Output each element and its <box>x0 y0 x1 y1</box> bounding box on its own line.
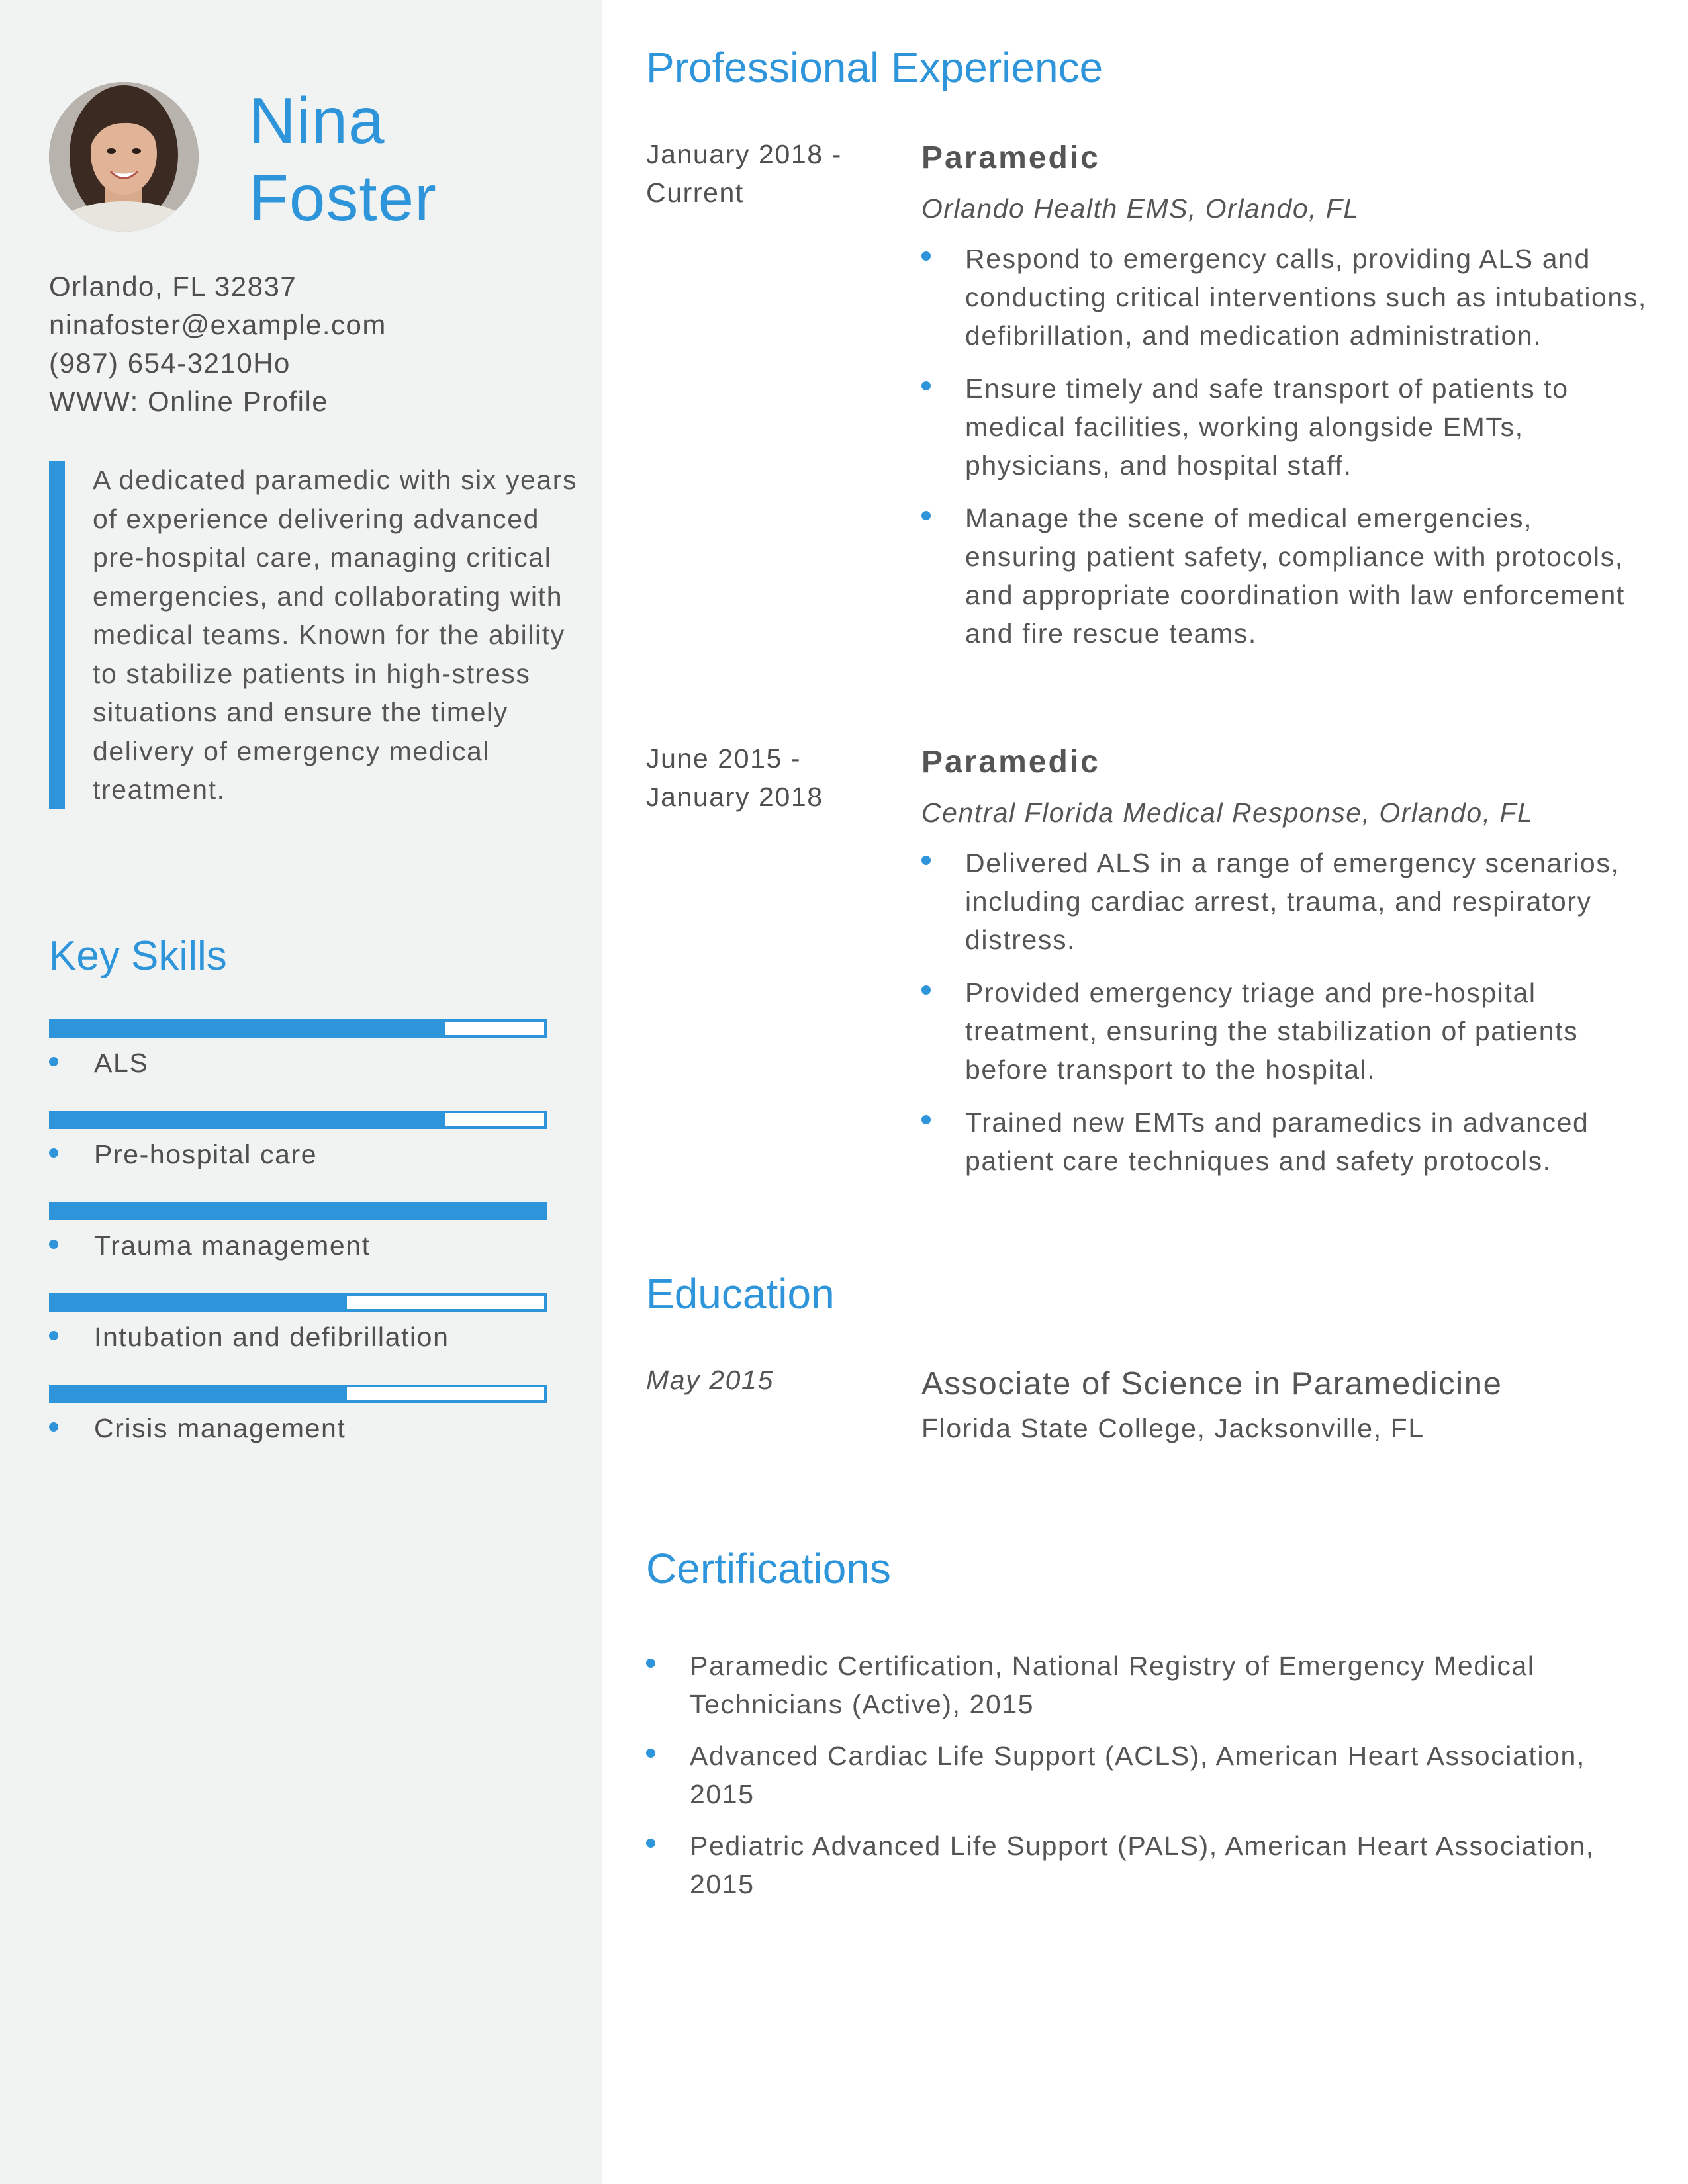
bullet-icon <box>49 1057 58 1066</box>
certifications-heading: Certifications <box>646 1545 891 1592</box>
list-item <box>921 844 1650 959</box>
job-dates <box>646 135 865 212</box>
list-item <box>921 369 1650 484</box>
skill-bar <box>49 1019 547 1038</box>
certification-text: Paramedic Certification, National Registry of Emergency Medical Technicians (Active), 2015 <box>690 1651 1535 1719</box>
education-degree: Associate of Science in Paramedicine <box>921 1366 1503 1402</box>
bullet-icon <box>921 381 931 390</box>
skill-label: Crisis management <box>94 1413 346 1443</box>
job-date-end: Current <box>646 177 744 208</box>
avatar <box>49 82 199 232</box>
job-date-start: June 2015 - <box>646 743 802 774</box>
skill-item <box>49 1019 547 1111</box>
sidebar <box>0 0 602 2184</box>
address: Orlando, FL 32837 <box>49 271 297 302</box>
bullet-icon <box>921 856 931 865</box>
list-item <box>646 1827 1599 1903</box>
experience-heading: Professional Experience <box>646 44 1103 91</box>
skill-bar <box>49 1385 547 1403</box>
education-heading: Education <box>646 1270 835 1318</box>
skill-label: Trauma management <box>94 1230 371 1261</box>
bullet-icon <box>921 985 931 995</box>
candidate-name <box>249 82 437 237</box>
job-title: Paramedic <box>921 745 1100 780</box>
list-item <box>921 974 1650 1089</box>
bullet-text: Manage the scene of medical emergencies, ensuring patient safety, compliance with protocols, and appropriate coordination with law enforcement and fire rescue teams. <box>965 503 1625 649</box>
skill-bar-fill <box>52 1113 445 1126</box>
skills-heading: Key Skills <box>49 933 227 979</box>
profile-photo <box>49 82 199 232</box>
skill-bar-fill <box>52 1296 347 1309</box>
website-link[interactable]: WWW: Online Profile <box>49 386 329 417</box>
certification-text: Pediatric Advanced Life Support (PALS), American Heart Association, 2015 <box>690 1831 1595 1899</box>
bullet-text: Delivered ALS in a range of emergency scenarios, including cardiac arrest, trauma, and respiratory distress. <box>965 848 1620 955</box>
list-item <box>921 1103 1650 1180</box>
skill-bar <box>49 1293 547 1312</box>
skill-bar <box>49 1202 547 1220</box>
bullet-icon <box>49 1331 58 1340</box>
job-entry <box>921 139 1650 667</box>
bullet-icon <box>49 1148 58 1158</box>
skill-label: Intubation and defibrillation <box>94 1322 449 1352</box>
job-entry <box>921 743 1650 1195</box>
skill-item <box>49 1202 547 1293</box>
bullet-text: Respond to emergency calls, providing ALS and conducting critical interventions such as intubations, defibrillation, and medication administration. <box>965 244 1647 351</box>
list-item <box>646 1737 1599 1813</box>
job-bullets <box>921 240 1650 653</box>
skill-bar-fill <box>52 1387 347 1400</box>
skill-label: ALS <box>94 1048 149 1078</box>
summary: A dedicated paramedic with six years of experience delivering advanced pre-hospital care, managing critical emergencies, and collaborating with medical teams. Known for the ability to stabilize patients in high-stress situations and ensure the timely delivery of emergency medical treatment. <box>49 461 589 809</box>
skill-item <box>49 1385 547 1476</box>
contact-info <box>49 267 387 421</box>
job-dates <box>646 739 865 816</box>
certification-text: Advanced Cardiac Life Support (ACLS), American Heart Association, 2015 <box>690 1741 1585 1809</box>
email: ninafoster@example.com <box>49 309 387 340</box>
first-name: Nina <box>249 84 385 157</box>
bullet-text: Ensure timely and safe transport of patients to medical facilities, working alongside EMTs, physicians, and hospital staff. <box>965 373 1569 480</box>
job-title: Paramedic <box>921 140 1100 175</box>
skill-item <box>49 1293 547 1385</box>
list-item <box>646 1647 1599 1723</box>
bullet-icon <box>49 1422 58 1432</box>
job-bullets <box>921 844 1650 1180</box>
main-content <box>602 0 1688 2184</box>
bullet-icon <box>921 251 931 261</box>
education-date: May 2015 <box>646 1365 774 1395</box>
list-item <box>921 240 1650 355</box>
bullet-icon <box>646 1839 655 1848</box>
last-name: Foster <box>249 161 437 234</box>
bullet-icon <box>921 1115 931 1124</box>
skill-bar-fill <box>52 1022 445 1035</box>
job-date-end: January 2018 <box>646 782 823 812</box>
bullet-text: Provided emergency triage and pre-hospital treatment, ensuring the stabilization of patients before transport to the hospital. <box>965 978 1579 1085</box>
skill-bar-fill <box>52 1205 544 1218</box>
list-item <box>921 499 1650 653</box>
certifications-list <box>646 1635 1599 1917</box>
education-school: Florida State College, Jacksonville, FL <box>921 1413 1425 1443</box>
phone: (987) 654-3210Ho <box>49 347 291 379</box>
skill-item <box>49 1111 547 1202</box>
skill-bar <box>49 1111 547 1129</box>
skill-label: Pre-hospital care <box>94 1139 318 1169</box>
bullet-icon <box>49 1240 58 1249</box>
bullet-icon <box>646 1749 655 1758</box>
job-company: Central Florida Medical Response, Orlando, FL <box>921 797 1534 828</box>
bullet-icon <box>921 511 931 520</box>
bullet-icon <box>646 1659 655 1668</box>
bullet-text: Trained new EMTs and paramedics in advanced patient care techniques and safety protocols. <box>965 1107 1589 1176</box>
job-company: Orlando Health EMS, Orlando, FL <box>921 193 1360 224</box>
job-date-start: January 2018 - <box>646 139 842 169</box>
skills-list <box>49 1019 547 1476</box>
